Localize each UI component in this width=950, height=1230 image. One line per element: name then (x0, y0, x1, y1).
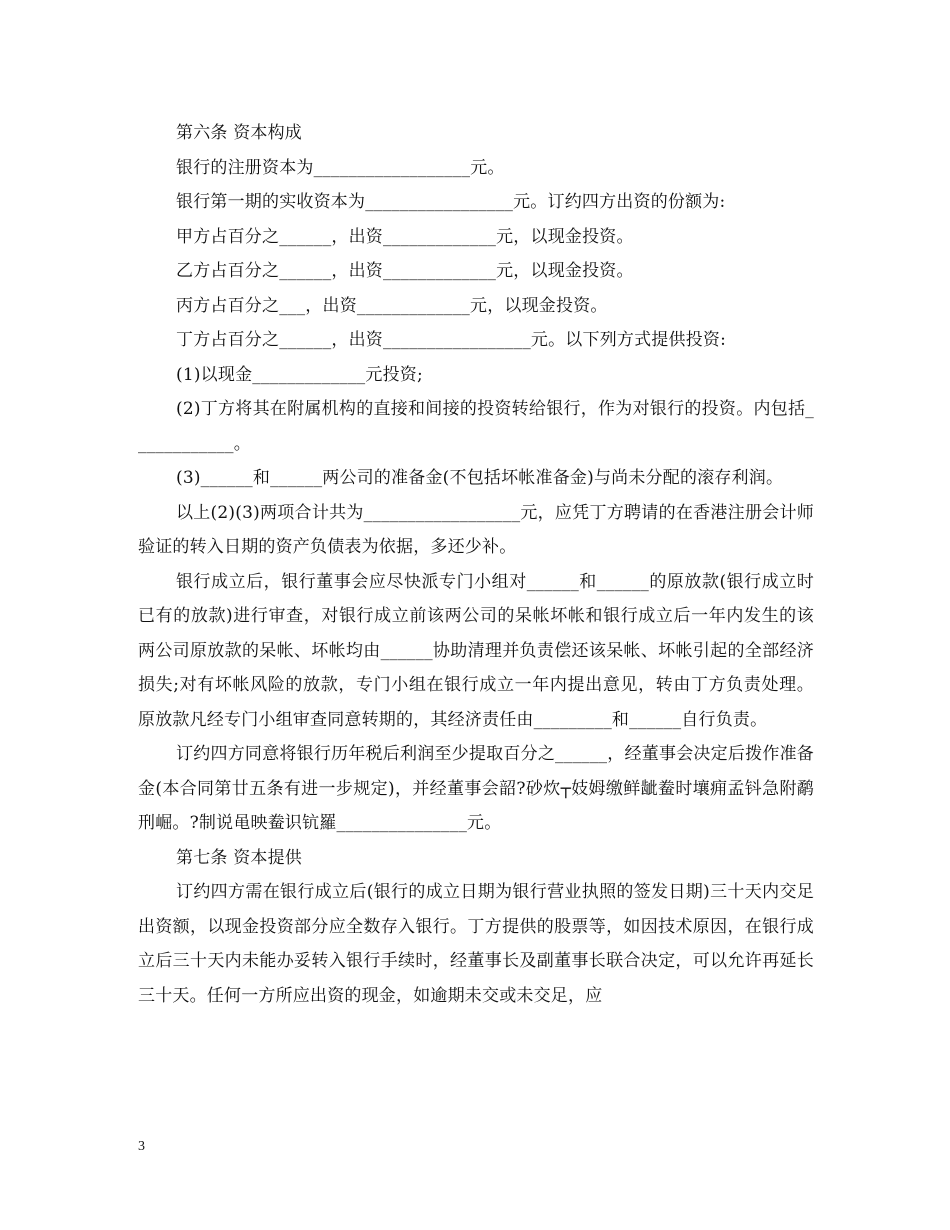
profit-reserve-paragraph: 订约四方同意将银行历年税后利润至少提取百分之______，经董事会决定后拨作准备金(本合同第廿五条有进一步规定)，并经董事会韶?砂炊┬妓姆缴鲜龇鲞时壤痈孟钭急附鹬刑崛。?制说黾映鲞识钪羅_______________元。 (138, 744, 814, 833)
capital-provision-paragraph: 订约四方需在银行成立后(银行的成立日期为银行营业执照的签发日期)三十天内交足出资额，以现金投资部分应全数存入银行。丁方提供的股票等，如因技术原因，在银行成立后三十天内未能办妥转入银行手续时，经董事长及副董事长联合决定，可以允许再延长三十天。任何一方所应出资的现金，如逾期未交或未交足，应 (138, 882, 814, 1006)
loan-review-paragraph: 银行成立后，银行董事会应尽快派专门小组对______和______的原放款(银行成立时已有的放款)进行审查，对银行成立前该两公司的呆帐坏帐和银行成立后一年内发生的该两公司原放款的呆帐、坏帐均由______协助清理并负责偿还该呆帐、坏帐引起的全部经济损失;对有坏帐风险的放款，专门小组在银行成立一年内提出意见，转由丁方负责处理。原放款凡经专门小组审查同意转期的，其经济责任由_________和______自行负责。 (138, 571, 814, 730)
total-investment-paragraph: 以上(2)(3)两项合计共为__________________元，应凭丁方聘请的在香港注册会计师验证的转入日期的资产负债表为依据，多还少补。 (138, 502, 814, 557)
party-c-share-line: 丙方占百分之___，出资_____________元，以现金投资。 (176, 295, 608, 316)
party-a-share-line: 甲方占百分之______，出资_____________元，以现金投资。 (176, 226, 634, 247)
cash-investment-item: (1)以现金_____________元投资; (176, 364, 423, 385)
registered-capital-line: 银行的注册资本为__________________元。 (176, 157, 505, 178)
document-body (138, 116, 814, 1013)
affiliate-investment-item: (2)丁方将其在附属机构的直接和间接的投资转给银行，作为对银行的投资。内包括____________。 (138, 399, 814, 454)
article-6-heading: 第六条 资本构成 (176, 123, 303, 143)
paid-in-capital-line: 银行第一期的实收资本为_________________元。订约四方出资的份额为: (176, 192, 726, 212)
party-b-share-line: 乙方占百分之______，出资_____________元，以现金投资。 (176, 261, 634, 281)
article-7-heading: 第七条 资本提供 (176, 847, 303, 868)
party-d-share-line: 丁方占百分之______，出资_________________元。以下列方式提供投资: (176, 330, 727, 350)
reserve-fund-item: (3)______和______两公司的准备金(不包括坏帐准备金)与尚未分配的滚存利润。 (176, 468, 784, 488)
page-number: 3 (138, 1139, 145, 1154)
